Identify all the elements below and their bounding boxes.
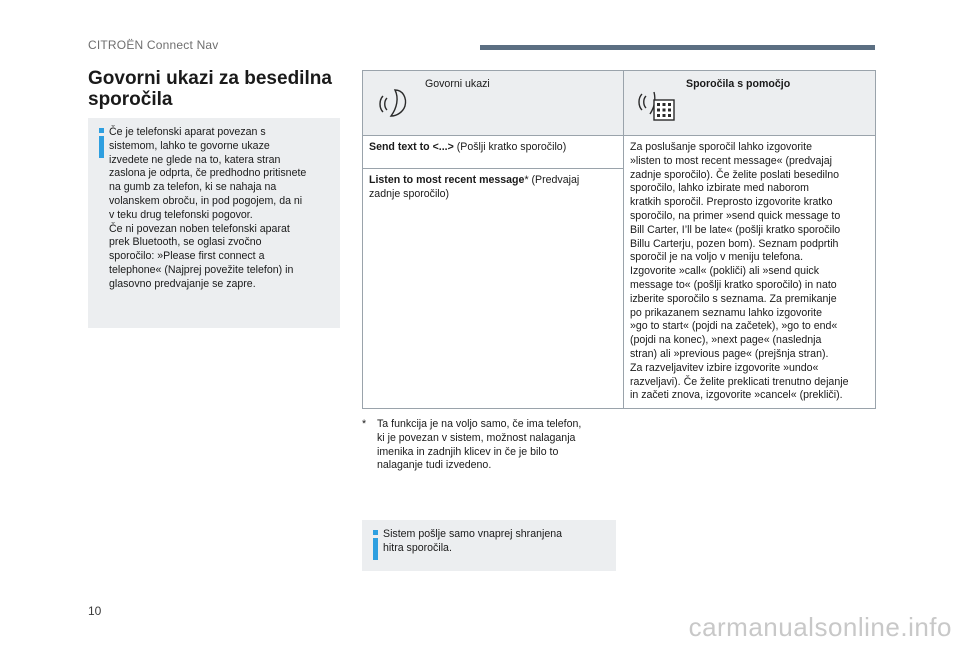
table-header-help-label: Sporočila s pomočjo — [686, 78, 791, 90]
footnote-marker: * — [362, 418, 367, 430]
voice-command-icon — [375, 86, 411, 120]
voice-commands-table — [362, 70, 876, 409]
table-header-commands-label: Govorni ukazi — [425, 78, 490, 90]
info-note-box-2 — [362, 520, 616, 571]
info-note-text-2: Sistem pošlje samo vnaprej shranjena hitra sporočila. — [383, 528, 563, 554]
table-header-row — [363, 71, 876, 136]
table-row — [363, 136, 876, 409]
header-bar — [480, 45, 875, 50]
voice-keypad-icon — [636, 86, 678, 122]
table-help-cell: Za poslušanje sporočil lahko izgovorite »listen to most recent message« (predvajaj zadnje sporočilo). Če želite poslati besedilno sporočilo, lahko izbirate med naborom kratkih sporočil. Preprosto izgovorite kratko sporočilo, na primer »send quick message to Bill Carter, I’ll be late« (pošlji kratko sporočilo Billu Carterju, pozen bom). Seznam podprtih sporočil je na voljo v meniju telefona. Izgovorite »call« (pokliči) ali »send quick message to« (pošlji kratko sporočilo) in nato izberite sporočilo s seznama. Za premikanje po prikazanem seznamu lahko izgovorite »go to start« (pojdi na začetek), »go to end« (pojdi na konec), »next page« (naslednja stran) ali »previous page« (prejšnja stran). Za razveljavitev izbire izgovorite »undo« razveljavi). Če želite preklicati trenutno dejanje in začeti znova, izgovorite »cancel« (prekliči). — [624, 136, 876, 409]
info-note-box — [88, 118, 340, 328]
command-listen-recent: Listen to most recent message* (Predvajaj zadnje sporočilo) — [369, 174, 580, 200]
command-send-text: Send text to <...> (Pošlji kratko sporočilo) — [363, 136, 623, 169]
table-header-help — [624, 71, 876, 136]
page-number: 10 — [88, 604, 102, 618]
table-header-commands — [363, 71, 624, 136]
info-icon-2 — [369, 530, 383, 560]
watermark: carmanualsonline.info — [688, 612, 952, 642]
section-title: Govorni ukazi za besedilna sporočila — [88, 68, 332, 110]
info-note-text: Če je telefonski aparat povezan s sistemom, lahko te govorne ukaze izvedete ne glede na to, katera stran zaslona je odprta, če predhodno pritisnete na gumb za telefon, ki se nahaja na volanskem obroču, in pod pogojem, da ni v teku drug telefonski pogovor. Če ni povezan noben telefonski aparat prek Bluetooth, se oglasi zvočno sporočilo: »Please first connect a telephone« (Najprej povežite telefon) in glasovno predvajanje se zapre. — [109, 126, 307, 290]
info-icon — [95, 128, 109, 158]
table-commands-cell — [363, 136, 624, 409]
header-title: CITROËN Connect Nav — [88, 38, 219, 52]
footnote-text: Ta funkcija je na voljo samo, če ima telefon, ki je povezan v sistem, možnost nalaganja imenika in zadnjih klicev in če je bilo to nalaganje tudi izvedeno. — [377, 418, 582, 472]
